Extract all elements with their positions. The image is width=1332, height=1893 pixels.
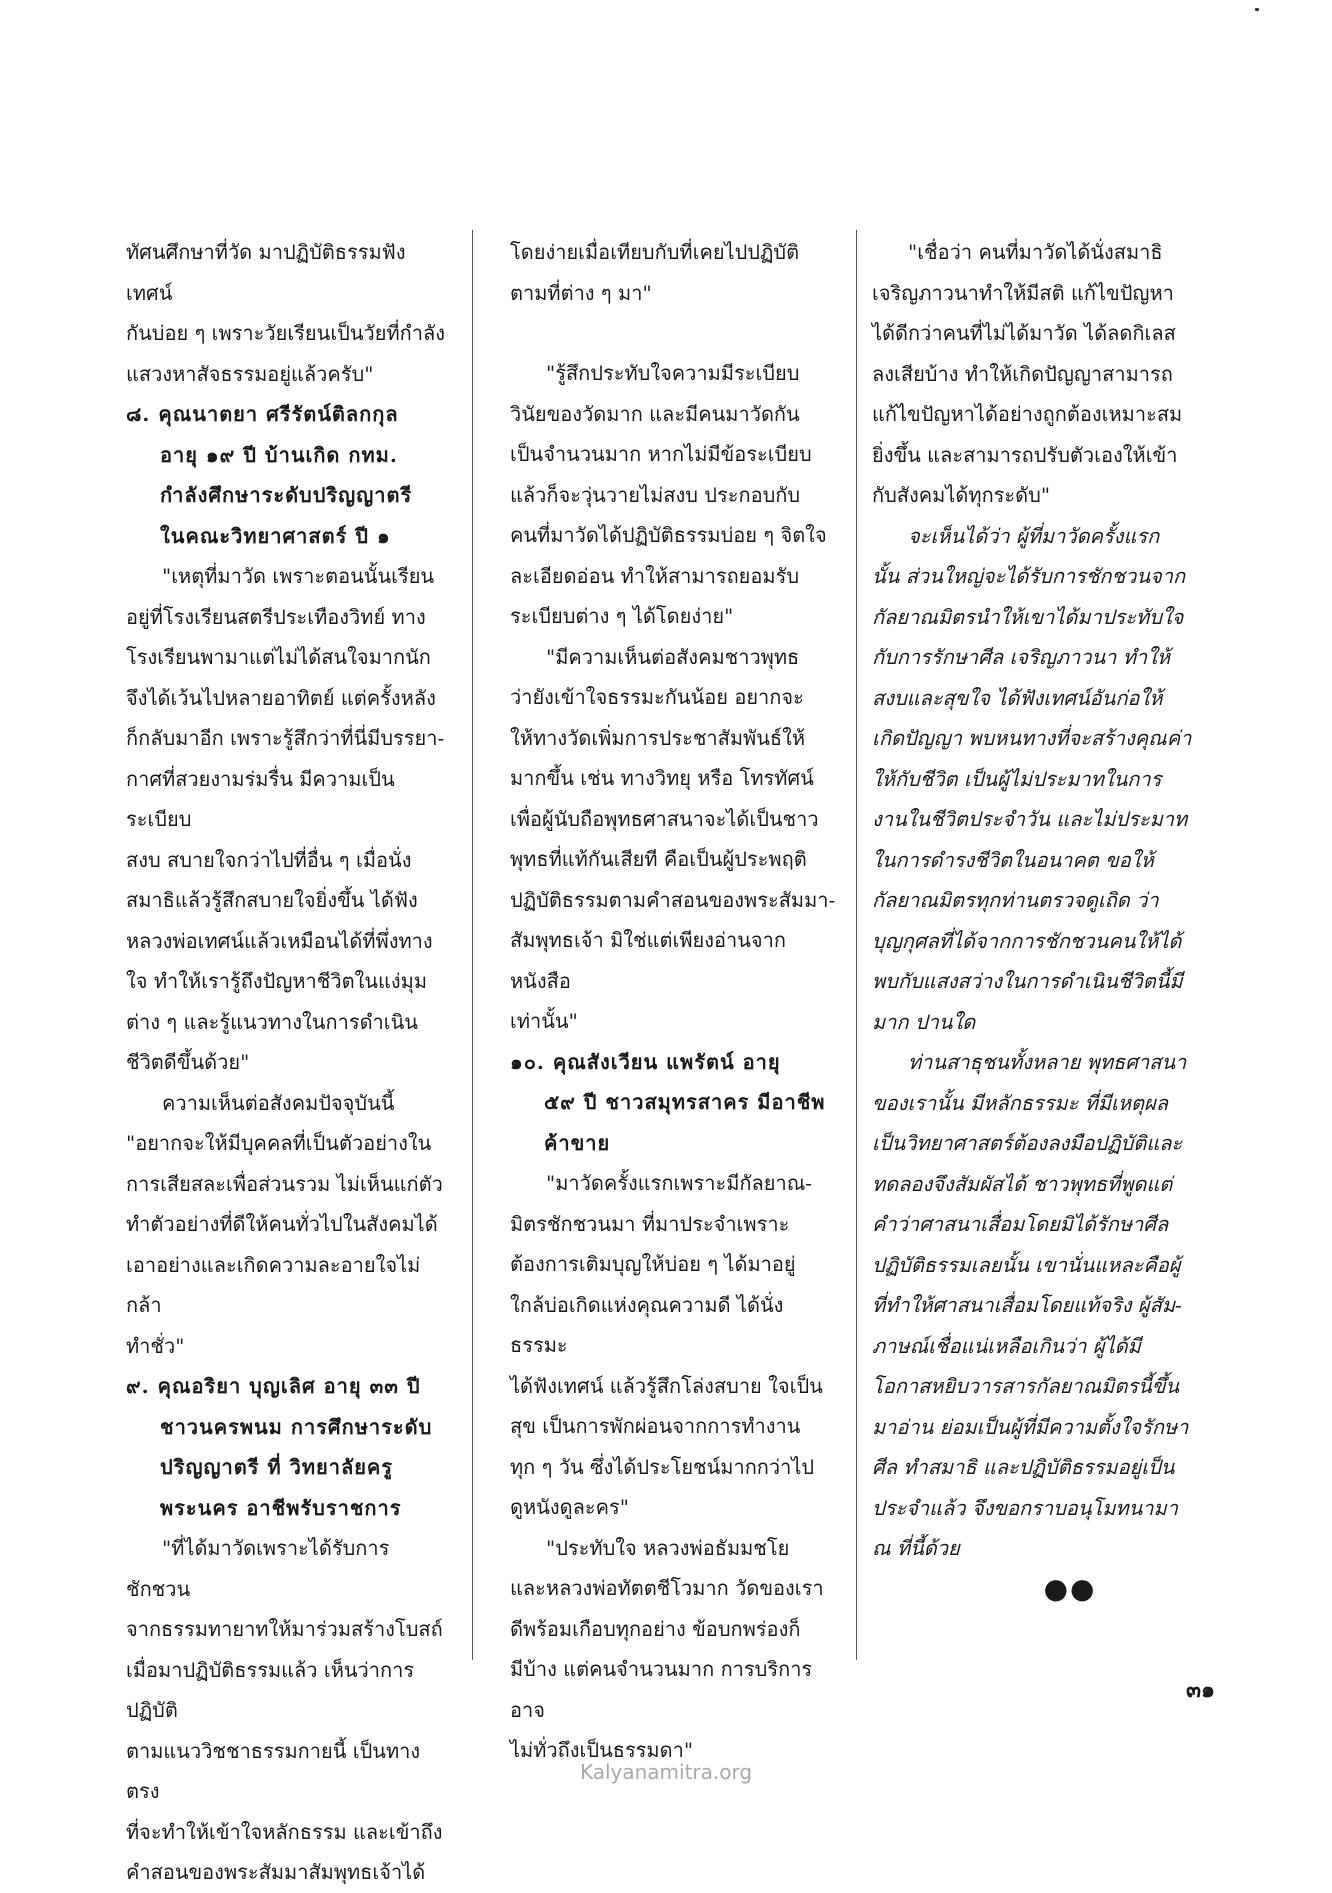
text-line: ระเบียบต่าง ๆ ได้โดยง่าย"	[510, 604, 734, 628]
heading-line: ๑๐. คุณสังเวียน แพรัตน์ อายุ	[510, 1049, 781, 1074]
paragraph	[510, 1163, 838, 1528]
text-line: ดูหนังดูละคร"	[510, 1495, 629, 1519]
text-line: บุญกุศลที่ได้จากการชักชวนคนให้ได้	[872, 928, 1182, 953]
heading-line: ในคณะวิทยาศาสตร์ ปี ๑	[160, 523, 391, 548]
text-line: นั้น ส่วนใหญ่จะได้รับการชักชวนจาก	[872, 564, 1186, 588]
text-line: ได้ฟังเทศน์ แล้วรู้สึกโล่งสบาย ใจเป็น	[510, 1373, 823, 1398]
text-line: ณ ที่นี้ด้วย	[872, 1536, 960, 1560]
heading-line: กำลังศึกษาระดับปริญญาตรี	[160, 483, 413, 507]
text-column-right	[872, 232, 1208, 1609]
text-line: ทัศนศึกษาที่วัด มาปฏิบัติธรรมฟังเทศน์	[126, 240, 406, 305]
text-line: ยิ่งขึ้น และสามารถปรับตัวเองให้เข้า	[872, 442, 1178, 467]
text-line: สงบและสุขใจ ได้ฟังเทศน์อันก่อให้	[872, 685, 1163, 710]
text-line: วินัยของวัดมาก และมีคนมาวัดกัน	[510, 401, 800, 426]
text-line: คนที่มาวัดได้ปฏิบัติธรรมบ่อย ๆ จิตใจ	[510, 523, 827, 547]
text-line: ของเรานั้น มีหลักธรรมะ ที่มีเหตุผล	[872, 1090, 1169, 1115]
paragraph	[510, 232, 838, 313]
text-line: "เชื่อว่า คนที่มาวัดได้นั่งสมาธิ	[908, 240, 1163, 264]
text-line: "มีความเห็นต่อสังคมชาวพุทธ	[546, 644, 800, 669]
text-line: ใกล้บ่อเกิดแห่งคุณความดี ได้นั่งธรรมะ	[510, 1292, 784, 1357]
heading-line: พระนคร อาชีพรับราชการ	[160, 1495, 402, 1520]
text-line: สัมพุทธเจ้า มิใช่แต่เพียงอ่านจากหนังสือ	[510, 928, 786, 993]
interviewee-heading	[510, 1042, 838, 1164]
text-line: เมื่อมาปฏิบัติธรรมแล้ว เห็นว่าการปฏิบัติ	[126, 1657, 415, 1722]
text-line: โรงเรียนพามาแต่ไม่ได้สนใจมากนัก	[126, 645, 431, 669]
text-line: ทดลองจึงสัมผัสได้ ชาวพุทธที่พูดแต่	[872, 1171, 1173, 1196]
column-divider-left	[472, 230, 473, 1660]
heading-line: ค้าขาย	[544, 1130, 611, 1155]
text-line: เกิดปัญญา พบหนทางที่จะสร้างคุณค่า	[872, 726, 1192, 750]
heading-line: ปริญญาตรี ที่ วิทยาลัยครู	[160, 1455, 394, 1479]
text-line: ทุก ๆ วัน ซึ่งได้ประโยชน์มากกว่าไป	[510, 1454, 815, 1479]
text-line: "ที่ได้มาวัดเพราะได้รับการชักชวน	[126, 1536, 390, 1601]
text-line: ให้กับชีวิต เป็นผู้ไม่ประมาทในการ	[872, 766, 1162, 791]
text-line: มาก ปานใด	[872, 1009, 976, 1034]
text-line: ตามที่ต่าง ๆ มา"	[510, 280, 652, 305]
end-mark: ●●	[1043, 1571, 1097, 1605]
paragraph	[126, 1083, 448, 1124]
text-line: การเสียสละเพื่อส่วนรวม ไม่เห็นแก่ตัว	[126, 1171, 443, 1196]
watermark: Kalyanamitra.org	[579, 1760, 753, 1784]
text-column-left	[126, 232, 448, 1893]
text-line: โอกาสหยิบวารสารกัลยาณมิตรนี้ขึ้น	[872, 1374, 1180, 1398]
text-column-middle	[510, 232, 838, 1771]
text-line: ปฏิบัติธรรมเลยนั้น เขานั่นแหละคือผู้	[872, 1252, 1181, 1277]
text-line: พบกับแสงสว่างในการดำเนินชีวิตนี้มี	[872, 969, 1183, 993]
text-line: มากขึ้น เช่น ทางวิทยุ หรือ โทรทัศน์	[510, 766, 814, 790]
text-line: ลงเสียบ้าง ทำให้เกิดปัญญาสามารถ	[872, 361, 1173, 386]
text-line: และหลวงพ่อทัตตชีโวมาก วัดของเรา	[510, 1576, 824, 1600]
text-line: แสวงหาสัจธรรมอยู่แล้วครับ"	[126, 361, 374, 386]
interviewee-heading	[126, 394, 448, 556]
paragraph	[126, 1123, 448, 1366]
paragraph	[510, 353, 838, 637]
text-line: ใจ ทำให้เรารู้ถึงปัญหาชีวิตในแง่มุม	[126, 969, 428, 993]
text-line: คำว่าศาสนาเสื่อมโดยมิได้รักษาศีล	[872, 1212, 1169, 1236]
text-line: พุทธที่แท้กันเสียที คือเป็นผู้ประพฤติ	[510, 847, 807, 871]
paragraph-gap	[510, 313, 838, 353]
text-line: อยู่ที่โรงเรียนสตรีประเทืองวิทย์ ทาง	[126, 604, 426, 629]
column-divider-right	[856, 230, 857, 1660]
text-line: ต้องการเติมบุญให้บ่อย ๆ ได้มาอยู่	[510, 1252, 796, 1276]
paragraph	[510, 1528, 838, 1771]
interviewee-heading	[126, 1366, 448, 1528]
text-line: ตามแนววิชชาธรรมกายนี้ เป็นทางตรง	[126, 1738, 421, 1803]
text-line: ความเห็นต่อสังคมปัจจุบันนี้	[162, 1090, 395, 1115]
paragraph	[126, 556, 448, 1083]
text-line: ที่ทำให้ศาสนาเสื่อมโดยแท้จริง ผู้สัม-	[872, 1293, 1182, 1317]
text-line: เจริญภาวนาทำให้มีสติ แก้ไขปัญหา	[872, 280, 1174, 305]
text-line: "อยากจะให้มีบุคคลที่เป็นตัวอย่างใน	[126, 1131, 432, 1155]
text-line: กาศที่สวยงามร่มรื่น มีความเป็นระเบียบ	[126, 766, 395, 831]
text-line: "มาวัดครั้งแรกเพราะมีกัลยาณ-	[546, 1171, 813, 1195]
heading-line: ๙. คุณอริยา บุญเลิศ อายุ ๓๓ ปี	[126, 1374, 421, 1398]
text-line: "รู้สึกประทับใจความมีระเบียบ	[546, 361, 800, 385]
text-line: แล้วก็จะวุ่นวายไม่สงบ ประกอบกับ	[510, 482, 801, 507]
paragraph	[126, 1528, 448, 1893]
text-line: ภาษณ์เชื่อแน่เหลือเกินว่า ผู้ได้มี	[872, 1333, 1141, 1358]
text-line: มาอ่าน ย่อมเป็นผู้ที่มีความตั้งใจรักษา	[872, 1414, 1189, 1439]
text-line: ทำชั่ว"	[126, 1333, 185, 1358]
heading-line: อายุ ๑๙ ปี บ้านเกิด กทม.	[160, 442, 398, 467]
text-line: ให้ทางวัดเพิ่มการประชาสัมพันธ์ให้	[510, 725, 806, 750]
text-line: ชีวิตดีขึ้นด้วย"	[126, 1050, 250, 1074]
text-line: ไม่ทั่วถึงเป็นธรรมดา"	[510, 1738, 694, 1762]
text-line: "ประทับใจ หลวงพ่อธัมมชโย	[546, 1535, 790, 1560]
text-line: โดยง่ายเมื่อเทียบกับที่เคยไปปฏิบัติ	[510, 240, 800, 264]
text-line: ดีพร้อมเกือบทุกอย่าง ข้อบกพร่องก็	[510, 1616, 801, 1641]
text-line: กับสังคมได้ทุกระดับ"	[872, 483, 1051, 507]
text-line: ได้ดีกว่าคนที่ไม่ได้มาวัด ได้ลดกิเลส	[872, 321, 1176, 345]
text-line: สงบ สบายใจกว่าไปที่อื่น ๆ เมื่อนั่ง	[126, 847, 412, 872]
page-number: ๓๑	[1186, 1678, 1216, 1703]
heading-line: ชาวนครพนม การศึกษาระดับ	[160, 1414, 433, 1439]
text-line: "เหตุที่มาวัด เพราะตอนนั้นเรียน	[162, 564, 435, 588]
text-line: ในการดำรงชีวิตในอนาคต ขอให้	[872, 847, 1154, 872]
text-line: เท่านั้น"	[510, 1009, 578, 1033]
text-line: จากธรรมทายาทให้มาร่วมสร้างโบสถ์	[126, 1617, 443, 1641]
text-line: ปฏิบัติธรรมตามคำสอนของพระสัมมา-	[510, 887, 836, 912]
text-line: มิตรชักชวนมา ที่มาประจำเพราะ	[510, 1211, 790, 1236]
text-line: เป็นวิทยาศาสตร์ต้องลงมือปฏิบัติและ	[872, 1131, 1183, 1155]
paragraph	[126, 232, 448, 394]
text-line: จะเห็นได้ว่า ผู้ที่มาวัดครั้งแรก	[908, 523, 1160, 548]
text-line: สุข เป็นการพักผ่อนจากการทำงาน	[510, 1414, 801, 1438]
text-line: ละเอียดอ่อน ทำให้สามารถยอมรับ	[510, 563, 800, 588]
text-line: เพื่อผู้นับถือพุทธศาสนาจะได้เป็นชาว	[510, 806, 819, 831]
text-line: เอาอย่างและเกิดความละอายใจไม่กล้า	[126, 1252, 421, 1317]
text-line: ที่จะทำให้เข้าใจหลักธรรม และเข้าถึง	[126, 1819, 443, 1844]
text-line: มีบ้าง แต่คนจำนวนมาก การบริการอาจ	[510, 1657, 813, 1722]
paragraph	[872, 232, 1208, 516]
scan-speck	[1255, 8, 1259, 11]
paragraph	[872, 1042, 1208, 1569]
text-line: ต่าง ๆ และรู้แนวทางในการดำเนิน	[126, 1009, 418, 1034]
text-line: ท่านสาธุชนทั้งหลาย พุทธศาสนา	[908, 1050, 1187, 1074]
text-line: ว่ายังเข้าใจธรรมะกันน้อย อยากจะ	[510, 685, 804, 709]
heading-line: ๕๙ ปี ชาวสมุทรสาคร มีอาชีพ	[544, 1090, 826, 1114]
text-line: กัลยาณมิตรนำให้เขาได้มาประทับใจ	[872, 604, 1184, 629]
text-line: ประจำแล้ว จึงขอกราบอนุโมทนามา	[872, 1495, 1178, 1520]
paragraph	[872, 516, 1208, 1043]
text-line: งานในชีวิตประจำวัน และไม่ประมาท	[872, 807, 1188, 831]
text-line: เป็นจำนวนมาก หากไม่มีข้อระเบียบ	[510, 442, 812, 466]
paragraph	[510, 637, 838, 1042]
text-line: ก็กลับมาอีก เพราะรู้สึกว่าที่นี่มีบรรยา-	[126, 726, 445, 750]
text-line: สมาธิแล้วรู้สึกสบายใจยิ่งขึ้น ได้ฟัง	[126, 888, 418, 912]
text-line: กันบ่อย ๆ เพราะวัยเรียนเป็นวัยที่กำลัง	[126, 321, 446, 345]
text-line: หลวงพ่อเทศน์แล้วเหมือนได้ที่พึ่งทาง	[126, 928, 433, 953]
text-line: แก้ไขปัญหาได้อย่างถูกต้องเหมาะสม	[872, 402, 1183, 426]
text-line: จึงได้เว้นไปหลายอาทิตย์ แต่ครั้งหลัง	[126, 685, 436, 710]
text-line: ทำตัวอย่างที่ดีให้คนทั่วไปในสังคมได้	[126, 1212, 438, 1236]
heading-line: ๘. คุณนาตยา ศรีรัตน์ติลกกุล	[126, 402, 399, 426]
text-line: คำสอนของพระสัมมาสัมพุทธเจ้าได้	[126, 1860, 426, 1884]
text-line: ศีล ทำสมาธิ และปฏิบัติธรรมอยู่เป็น	[872, 1455, 1175, 1479]
text-line: กับการรักษาศีล เจริญภาวนา ทำให้	[872, 645, 1171, 669]
text-line: กัลยาณมิตรทุกท่านตรวจดูเถิด ว่า	[872, 888, 1159, 912]
